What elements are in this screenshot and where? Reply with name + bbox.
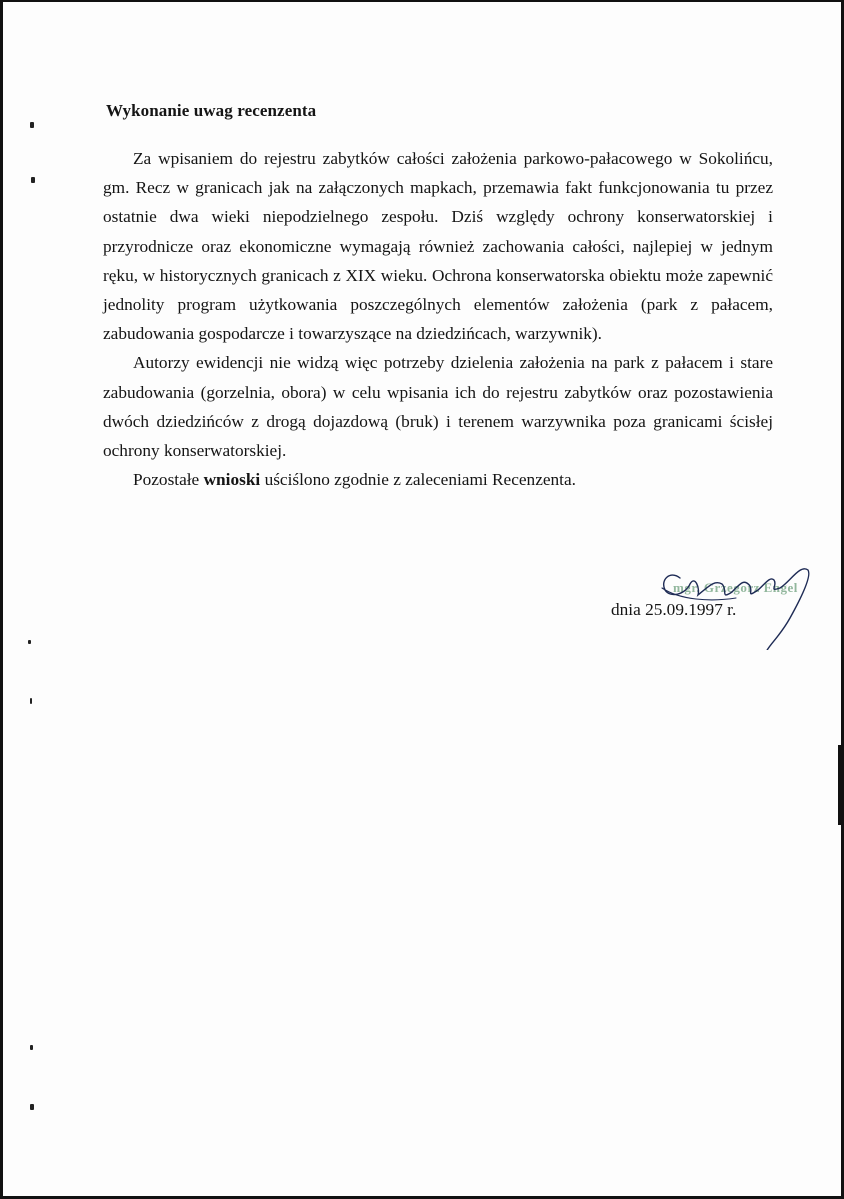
closing-bold-word: wnioski [203,470,261,490]
binder-mark [31,177,35,183]
paragraph-2: Autorzy ewidencji nie widzą więc potrzeby dzielenia założenia na park z pałacem i stare zabudowania (gorzelnia, obora) w celu wpisania ich do rejestru zabytków oraz pozostawienia dwóch dziedzińców z drogą dojazdową (bruk) i terenem warzywnika poza granicami ścisłej ochrony konserwatorskiej. [103,353,773,461]
paragraph-3 [103,465,773,494]
scan-border-left [0,0,3,1199]
binder-mark [30,1045,33,1050]
document-date: dnia 25.09.1997 r. [611,600,737,619]
signature [640,540,820,650]
binder-mark [30,1104,34,1110]
scan-border-top [0,0,844,2]
paragraph-1: Za wpisaniem do rejestru zabytków całości założenia parkowo-pałacowego w Sokolińcu, gm. Recz w granicach jak na załączonych mapkach, przemawia fakt funkcjonowania tu przez ostatnie dwa wieki niepodzielnego zespołu. Dziś względy ochrony konserwatorskiej i przyrodnicze oraz ekonomiczne wymagają również zachowania całości, najlepiej w jednym ręku, w historycznych granicach z XIX wieku. Ochrona konserwatorska obiektu może zapewnić jednolity program użytkowania poszczególnych elementów założenia (park z pałacem, zabudowania gospodarcze i towarzyszące na dziedzińcach, warzywnik). [103,149,773,344]
scan-mark-right [838,745,842,825]
document-body [103,144,773,494]
binder-mark [30,698,32,704]
stamp-text: mgr. Grzegorz Engel [673,580,798,595]
binder-mark [28,640,31,644]
document-heading: Wykonanie uwag recenzenta [106,101,317,120]
closing-before: Pozostałe [133,470,200,490]
closing-after: uściślono zgodnie z zaleceniami Recenzenta. [264,470,576,490]
binder-mark [30,122,34,128]
